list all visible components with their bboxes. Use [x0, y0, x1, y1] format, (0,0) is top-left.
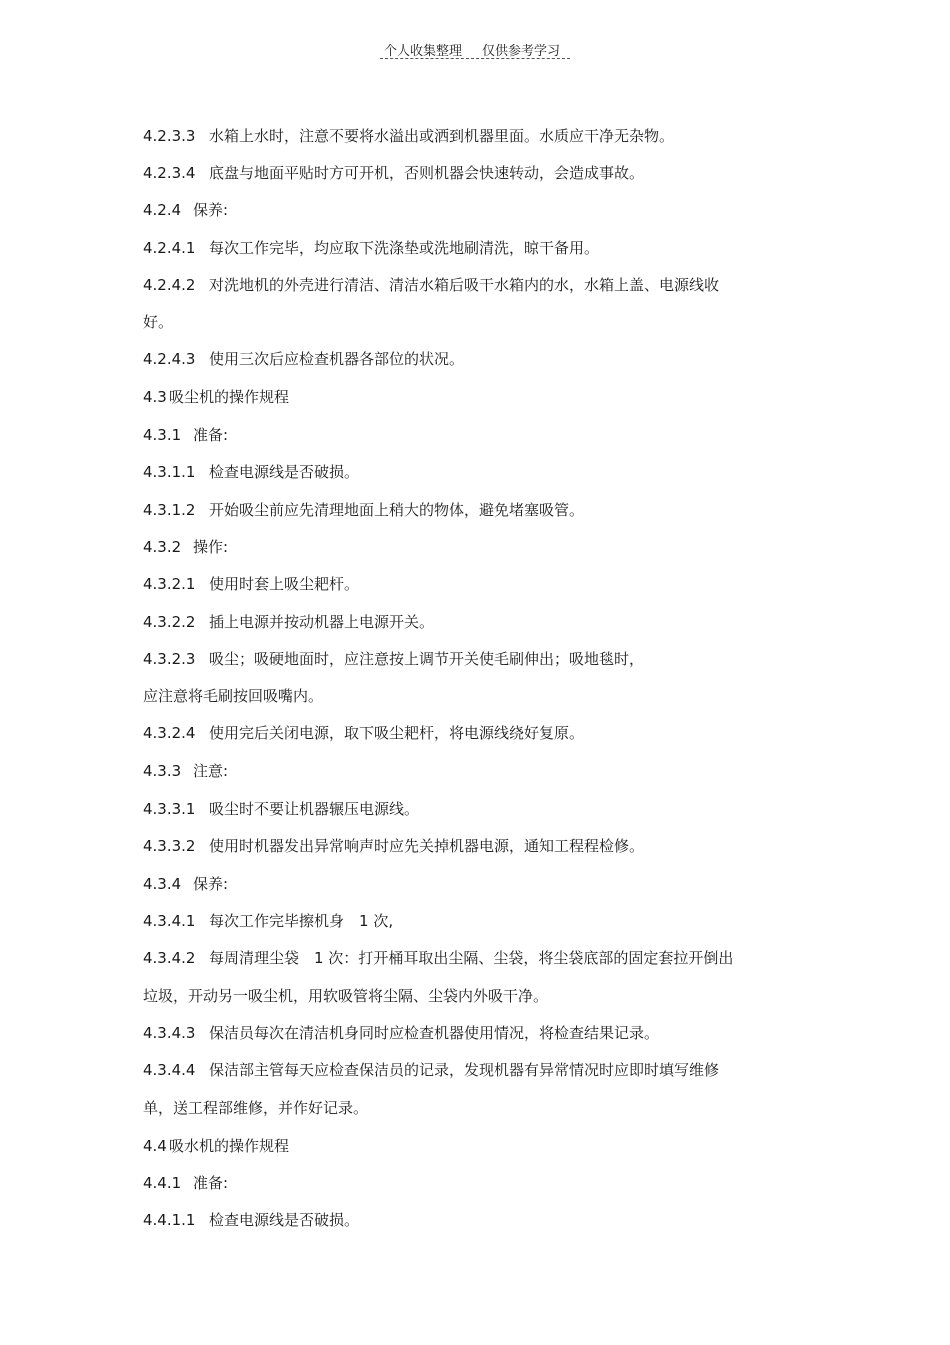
paragraph-text: 每次工作完毕，均应取下洗涤垫或洗地刷清洗，晾干备用。	[209, 239, 600, 257]
section-number: 4.3.3.1	[143, 800, 196, 818]
paragraph-text: 注意:	[193, 762, 229, 780]
section-number: 4.3.2.2	[143, 613, 196, 631]
paragraph-text: 使用时机器发出异常响声时应先关掉机器电源，通知工程程检修。	[209, 837, 645, 855]
paragraph-line	[143, 425, 228, 445]
paragraph-text: 插上电源并按动机器上电源开关。	[209, 613, 435, 631]
section-heading	[143, 387, 289, 407]
paragraph-line	[143, 574, 359, 594]
paragraph-text: 好。	[143, 313, 174, 331]
paragraph-line	[143, 686, 323, 706]
paragraph-line	[143, 312, 173, 332]
paragraph-line	[143, 1173, 228, 1193]
paragraph-text: 检查电源线是否破损。	[209, 463, 360, 481]
paragraph-text: 保洁部主管每天应检查保洁员的记录，发现机器有异常情况时应即时填写维修	[209, 1061, 720, 1079]
paragraph-line	[143, 1210, 359, 1230]
heading-text: 吸尘机的操作规程	[169, 388, 290, 406]
section-number: 4.3	[143, 388, 167, 406]
section-number: 4.3.4.3	[143, 1024, 196, 1042]
section-number: 4.4.1	[143, 1174, 182, 1192]
section-number: 4.3.2	[143, 538, 182, 556]
paragraph-line	[143, 761, 228, 781]
paragraph-line	[143, 200, 228, 220]
section-number: 4.2.3.4	[143, 164, 196, 182]
paragraph-line	[143, 836, 644, 856]
paragraph-line	[143, 462, 359, 482]
paragraph-text: 开始吸尘前应先清理地面上稍大的物体，避免堵塞吸管。	[209, 501, 585, 519]
paragraph-line	[143, 612, 434, 632]
section-number: 4.2.4.1	[143, 239, 196, 257]
section-number: 4.3.4	[143, 875, 182, 893]
paragraph-line	[143, 874, 228, 894]
paragraph-line	[143, 500, 584, 520]
paragraph-text: 检查电源线是否破损。	[209, 1211, 360, 1229]
paragraph-text: 对洗地机的外壳进行清洁、清洁水箱后吸干水箱内的水，水箱上盖、电源线收	[209, 276, 720, 294]
section-number: 4.3.1.2	[143, 501, 196, 519]
paragraph-line	[143, 799, 419, 819]
paragraph-line	[143, 349, 464, 369]
section-heading	[143, 1136, 289, 1156]
heading-text: 吸水机的操作规程	[169, 1137, 290, 1155]
paragraph-text: 保养:	[193, 875, 229, 893]
paragraph-text: 单，送工程部维修，并作好记录。	[143, 1099, 369, 1117]
section-number: 4.3.3.2	[143, 837, 196, 855]
paragraph-line	[143, 163, 644, 183]
section-number: 4.2.4	[143, 201, 182, 219]
paragraph-text: 垃圾，开动另一吸尘机，用软吸管将尘隔、尘袋内外吸干净。	[143, 987, 549, 1005]
paragraph-line	[143, 1023, 659, 1043]
paragraph-line	[143, 537, 228, 557]
paragraph-line	[143, 126, 674, 146]
section-number: 4.2.4.2	[143, 276, 196, 294]
paragraph-line	[143, 1060, 719, 1080]
paragraph-text: 使用时套上吸尘耙杆。	[209, 575, 360, 593]
section-number: 4.4	[143, 1137, 167, 1155]
paragraph-text: 水箱上水时，注意不要将水溢出或洒到机器里面。水质应干净无杂物。	[209, 127, 675, 145]
paragraph-text: 操作:	[193, 538, 229, 556]
paragraph-line	[143, 948, 733, 968]
paragraph-text: 每周清理尘袋 1 次：打开桶耳取出尘隔、尘袋，将尘袋底部的固定套拉开倒出	[209, 949, 734, 967]
paragraph-text: 保洁员每次在清洁机身同时应检查机器使用情况，将检查结果记录。	[209, 1024, 660, 1042]
paragraph-text: 保养:	[193, 201, 229, 219]
paragraph-text: 吸尘时不要让机器辗压电源线。	[209, 800, 420, 818]
section-number: 4.3.2.4	[143, 724, 196, 742]
paragraph-line	[143, 986, 548, 1006]
section-number: 4.3.1.1	[143, 463, 196, 481]
header-right-text: 仅供参考学习	[482, 44, 561, 59]
paragraph-text: 使用三次后应检查机器各部位的状况。	[209, 350, 465, 368]
section-number: 4.2.4.3	[143, 350, 196, 368]
paragraph-line	[143, 723, 584, 743]
section-number: 4.3.4.1	[143, 912, 196, 930]
section-number: 4.3.2.3	[143, 650, 196, 668]
paragraph-text: 应注意将毛刷按回吸嘴内。	[143, 687, 324, 705]
paragraph-text: 吸尘；吸硬地面时，应注意按上调节开关使毛刷伸出；吸地毯时，	[209, 650, 645, 668]
section-number: 4.4.1.1	[143, 1211, 196, 1229]
paragraph-text: 使用完后关闭电源，取下吸尘耙杆，将电源线绕好复原。	[209, 724, 585, 742]
paragraph-text: 准备:	[193, 1174, 229, 1192]
paragraph-line	[143, 911, 393, 931]
paragraph-text: 底盘与地面平贴时方可开机，否则机器会快速转动，会造成事故。	[209, 164, 645, 182]
paragraph-line	[143, 1098, 368, 1118]
paragraph-line	[143, 275, 719, 295]
section-number: 4.3.4.2	[143, 949, 196, 967]
section-number: 4.2.3.3	[143, 127, 196, 145]
section-number: 4.3.4.4	[143, 1061, 196, 1079]
paragraph-line	[143, 649, 644, 669]
section-number: 4.3.3	[143, 762, 182, 780]
section-number: 4.3.1	[143, 426, 182, 444]
paragraph-line	[143, 238, 599, 258]
header-left-text: 个人收集整理	[384, 44, 463, 59]
section-number: 4.3.2.1	[143, 575, 196, 593]
paragraph-text: 每次工作完毕擦机身 1 次,	[209, 912, 394, 930]
paragraph-text: 准备:	[193, 426, 229, 444]
